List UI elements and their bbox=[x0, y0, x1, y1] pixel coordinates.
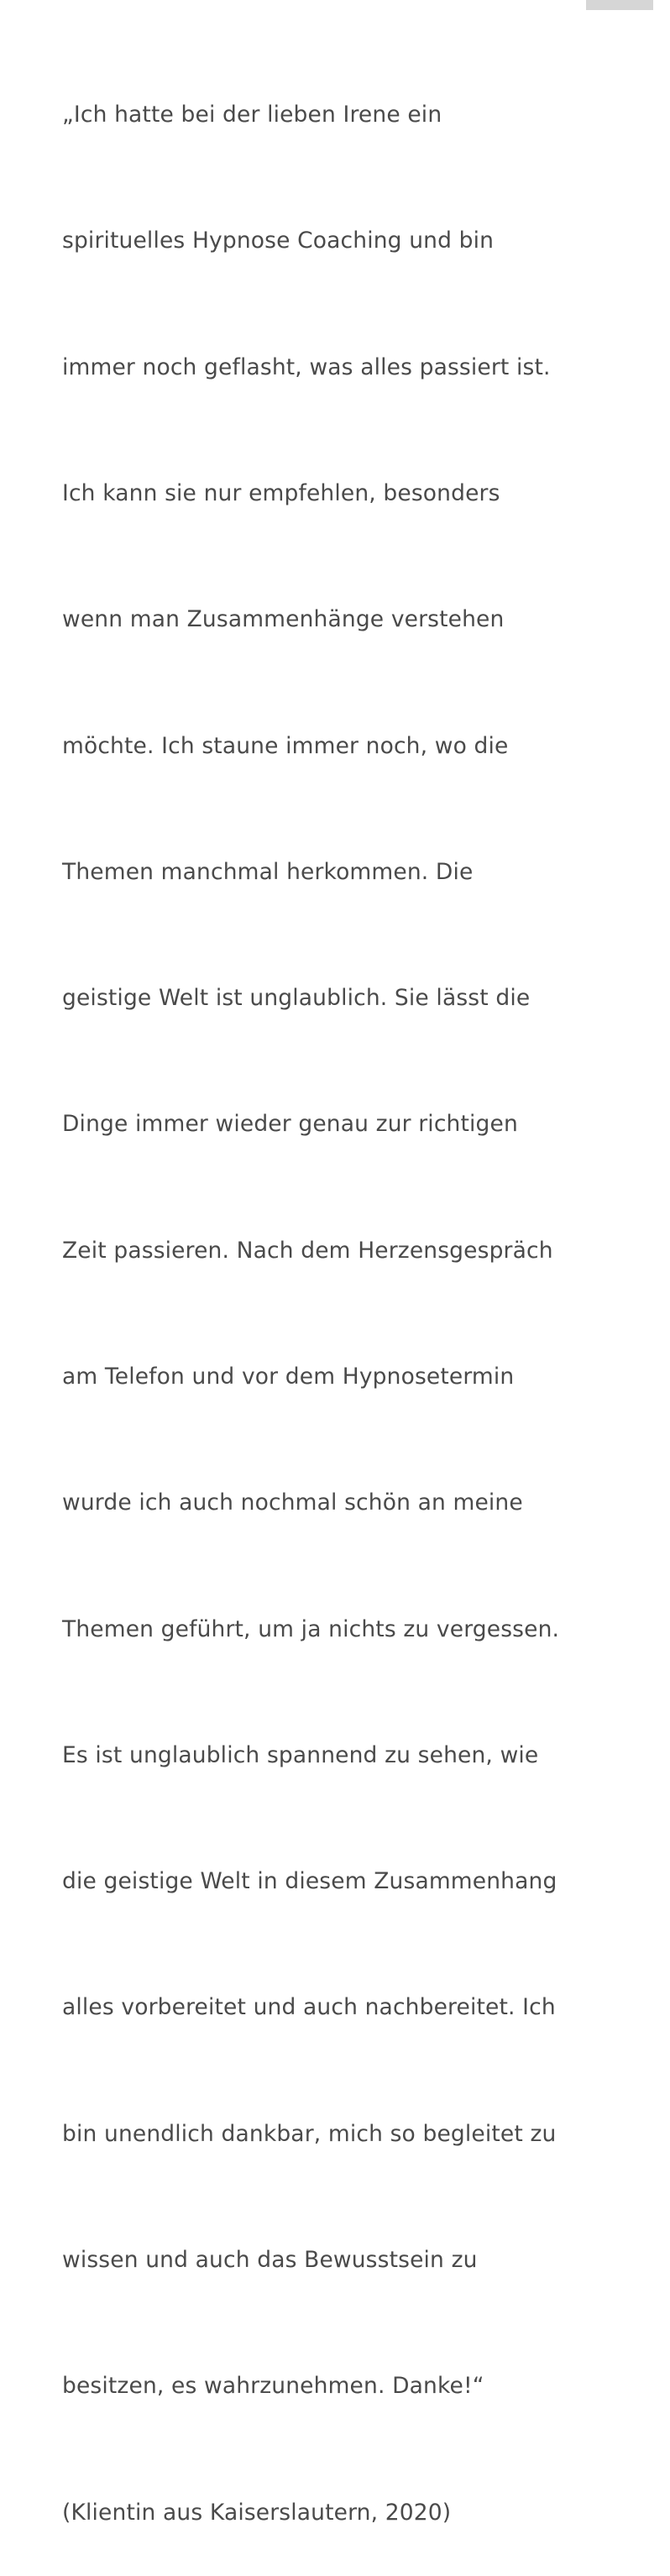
testimonial-line: bin unendlich dankbar, mich so begleitet zu bbox=[62, 2120, 557, 2147]
testimonial-line: alles vorbereitet und auch nachbereitet. Ich bbox=[62, 1994, 556, 2021]
testimonial-line: wenn man Zusammenhänge verstehen bbox=[62, 606, 505, 633]
testimonial-line: besitzen, es wahrzunehmen. Danke!“ bbox=[62, 2373, 484, 2400]
testimonial-line: Themen geführt, um ja nichts zu vergessen. bbox=[62, 1615, 560, 1642]
testimonial-line: Ich kann sie nur empfehlen, besonders bbox=[62, 480, 500, 507]
testimonial-quote bbox=[62, 10, 641, 2576]
testimonial-line: „Ich hatte bei der lieben Irene ein bbox=[62, 102, 442, 128]
testimonial-line: wurde ich auch nochmal schön an meine bbox=[62, 1490, 523, 1516]
testimonial-line: die geistige Welt in diesem Zusammenhang bbox=[62, 1868, 557, 1895]
testimonial-line: wissen und auch das Bewusstsein zu bbox=[62, 2246, 478, 2273]
testimonial-line: möchte. Ich staune immer noch, wo die bbox=[62, 732, 509, 759]
testimonial-line: Themen manchmal herkommen. Die bbox=[62, 858, 474, 885]
testimonial-line: Zeit passieren. Nach dem Herzensgespräch bbox=[62, 1237, 553, 1264]
testimonial-attribution: (Klientin aus Kaiserslautern, 2020) bbox=[62, 2499, 452, 2526]
testimonial-line: Es ist unglaublich spannend zu sehen, wie bbox=[62, 1741, 539, 1768]
scroll-to-top-tab[interactable] bbox=[586, 0, 653, 10]
testimonial-line: geistige Welt ist unglaublich. Sie lässt die bbox=[62, 985, 531, 1012]
testimonial-line: immer noch geflasht, was alles passiert ist. bbox=[62, 353, 551, 380]
testimonial-line: am Telefon und vor dem Hypnosetermin bbox=[62, 1364, 515, 1390]
testimonial-line: Dinge immer wieder genau zur richtigen bbox=[62, 1111, 518, 1138]
testimonial-line: spirituelles Hypnose Coaching und bin bbox=[62, 228, 495, 254]
